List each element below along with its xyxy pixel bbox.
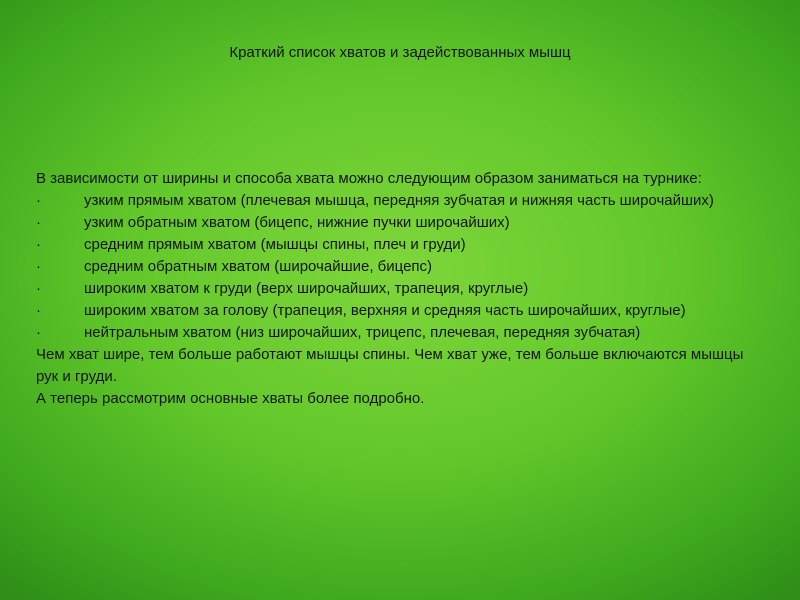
bullet-icon: ·	[36, 236, 41, 253]
intro-text: В зависимости от ширины и способа хвата можно следующим образом заниматься на турнике:	[36, 170, 702, 187]
bullet-icon: ·	[36, 324, 41, 341]
list-item	[36, 256, 766, 278]
bullet-icon: ·	[36, 258, 41, 275]
bullet-icon: ·	[36, 214, 41, 231]
closing-text: А теперь рассмотрим основные хваты более подробно.	[36, 390, 425, 407]
list-item	[36, 234, 766, 256]
list-item	[36, 322, 766, 344]
list-item-text: широким хватом за голову (трапеция, верхняя и средняя часть широчайших, круглые)	[84, 302, 686, 319]
conclusion-text: Чем хват шире, тем больше работают мышцы спины. Чем хват уже, тем больше включаются мышцы рук и груди.	[36, 346, 744, 385]
list-item-text: средним обратным хватом (широчайшие, бицепс)	[84, 258, 433, 275]
list-item-text: средним прямым хватом (мышцы спины, плеч и груди)	[84, 236, 466, 253]
slide-title: Краткий список хватов и задействованных мышц	[229, 44, 571, 61]
list-item	[36, 278, 766, 300]
list-item	[36, 212, 766, 234]
list-item-text: нейтральным хватом (низ широчайших, трицепс, плечевая, передняя зубчатая)	[84, 324, 641, 341]
list-item	[36, 300, 766, 322]
list-item	[36, 190, 766, 212]
list-item-text: узким обратным хватом (бицепс, нижние пучки широчайших)	[84, 214, 510, 231]
bullet-icon: ·	[36, 302, 41, 319]
slide-body	[36, 168, 766, 410]
bullet-icon: ·	[36, 192, 41, 209]
list-item-text: узким прямым хватом (плечевая мышца, передняя зубчатая и нижняя часть широчайших)	[84, 192, 714, 209]
bullet-icon: ·	[36, 280, 41, 297]
list-item-text: широким хватом к груди (верх широчайших, трапеция, круглые)	[84, 280, 529, 297]
